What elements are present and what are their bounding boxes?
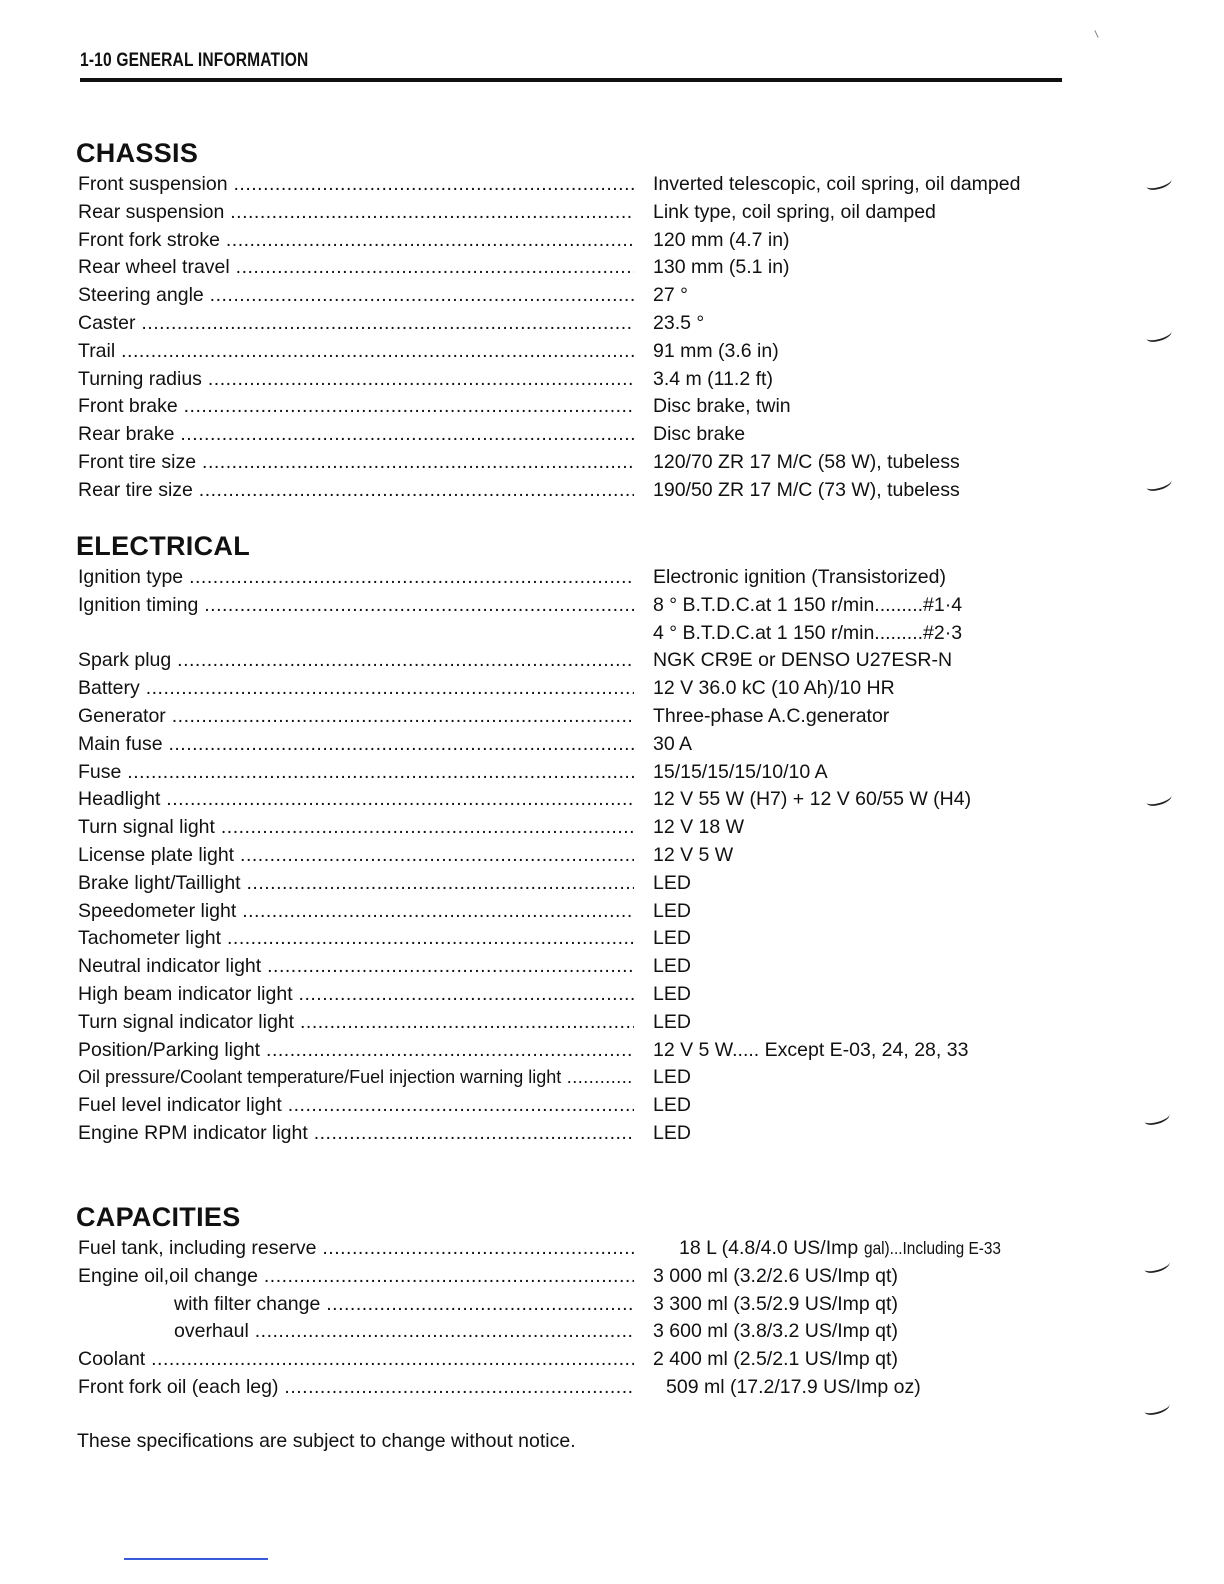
spec-row [76, 1235, 1056, 1263]
spec-label: Tachometer light ..... [78, 925, 634, 953]
spec-row [76, 1009, 1056, 1037]
spec-row [76, 171, 1056, 199]
binding-mark [1143, 1257, 1171, 1274]
binding-mark [1145, 174, 1173, 191]
footer-note: These specifications are subject to change without notice. [77, 1430, 576, 1452]
spec-value: Disc brake, twin [653, 395, 791, 418]
spec-value: 23.5 ° [653, 311, 705, 334]
spec-value: 3.4 m (11.2 ft) [653, 367, 773, 390]
spec-label: Turn signal light ..... [78, 814, 634, 842]
spec-label: Oil pressure/Coolant temperature/Fuel injection warning light ..... [78, 1064, 634, 1092]
spec-value: LED [653, 927, 691, 950]
spec-value: Disc brake [653, 423, 746, 446]
stray-mark [1094, 30, 1098, 38]
spec-row [76, 703, 1056, 731]
spec-row [76, 1037, 1056, 1065]
spec-label: Neutral indicator light ..... [78, 953, 634, 981]
spec-value: Inverted telescopic, coil spring, oil damped [653, 173, 1021, 195]
page-header [80, 48, 1062, 82]
spec-value: LED [653, 955, 691, 978]
spec-row [76, 1374, 1056, 1402]
spec-row [76, 731, 1056, 759]
spec-value: 12 V 5 W..... Except E-03, 24, 28, 33 [653, 1038, 969, 1061]
spec-value: Three-phase A.C.generator [653, 704, 890, 727]
spec-value: LED [653, 1094, 691, 1117]
spec-row [76, 647, 1056, 675]
page-header-text: 1-10 GENERAL INFORMATION [80, 50, 309, 71]
spec-value: 3 600 ml (3.8/3.2 US/Imp qt) [653, 1320, 898, 1343]
spec-row [76, 282, 1056, 310]
bottom-rule [124, 1558, 268, 1560]
spec-value: 3 000 ml (3.2/2.6 US/Imp qt) [653, 1264, 898, 1287]
spec-value: Electronic ignition (Transistorized) [653, 566, 946, 588]
spec-row [76, 953, 1056, 981]
spec-label: Spark plug ..... [78, 647, 634, 675]
spec-label: Front suspension ..... [78, 171, 634, 199]
spec-value: 27 ° [653, 284, 688, 307]
spec-label: Rear wheel travel ..... [78, 254, 634, 282]
spec-row [76, 1318, 1056, 1346]
spec-value: Link type, coil spring, oil damped [653, 200, 936, 223]
spec-value [679, 1235, 1019, 1263]
spec-label: Fuse ..... [78, 759, 634, 787]
spec-label: Front fork stroke ..... [78, 227, 634, 255]
spec-value: 130 mm (5.1 in) [653, 256, 790, 279]
spec-row [76, 786, 1056, 814]
spec-row [76, 449, 1056, 477]
spec-value: LED [653, 899, 691, 922]
spec-label: Steering angle ..... [78, 282, 634, 310]
section-title-chassis: CHASSIS [76, 138, 199, 168]
spec-label: with filter change ..... [78, 1291, 634, 1319]
spec-row [76, 421, 1056, 449]
spec-row [76, 366, 1056, 394]
spec-row-continuation [76, 620, 1056, 648]
spec-row [76, 254, 1056, 282]
spec-value: 12 V 18 W [653, 816, 745, 839]
spec-label: Position/Parking light ..... [78, 1037, 634, 1065]
spec-value: 12 V 5 W [653, 843, 734, 866]
spec-value: 15/15/15/15/10/10 A [653, 760, 828, 783]
spec-label: License plate light ..... [78, 842, 634, 870]
spec-label: Fuel level indicator light ..... [78, 1092, 634, 1120]
spec-row [76, 675, 1056, 703]
spec-label: Ignition timing ..... [78, 592, 634, 620]
spec-label: Rear brake ..... [78, 421, 634, 449]
spec-value: 120/70 ZR 17 M/C (58 W), tubeless [653, 450, 960, 473]
spec-value: LED [653, 871, 691, 894]
spec-row [76, 759, 1056, 787]
spec-label: Brake light/Taillight ..... [78, 870, 634, 898]
spec-label: High beam indicator light ..... [78, 981, 634, 1009]
spec-value: 3 300 ml (3.5/2.9 US/Imp qt) [653, 1292, 898, 1315]
spec-row [76, 925, 1056, 953]
spec-value: LED [653, 1010, 691, 1033]
spec-value: 12 V 55 W (H7) + 12 V 60/55 W (H4) [653, 788, 972, 811]
binding-mark [1145, 326, 1173, 343]
section-chassis [76, 138, 1056, 505]
spec-label: Rear tire size ..... [78, 477, 634, 505]
spec-row [76, 199, 1056, 227]
spec-label: Turn signal indicator light ..... [78, 1009, 634, 1037]
spec-row [76, 1064, 1056, 1092]
section-electrical [76, 531, 1056, 1148]
spec-row [76, 1120, 1056, 1148]
spec-row [76, 564, 1056, 592]
spec-value: 120 mm (4.7 in) [653, 228, 790, 251]
section-capacities [76, 1202, 1056, 1402]
spec-label: Trail ..... [78, 338, 634, 366]
spec-row [76, 814, 1056, 842]
spec-value: 509 ml (17.2/17.9 US/Imp oz) [666, 1375, 921, 1398]
spec-value: LED [653, 982, 691, 1005]
spec-row [76, 898, 1056, 926]
spec-row [76, 310, 1056, 338]
spec-row [76, 1346, 1056, 1374]
spec-value-note: gal)...Including E-33 [863, 1238, 1001, 1258]
spec-label: overhaul ..... [78, 1318, 634, 1346]
spec-label: Rear suspension ..... [78, 199, 634, 227]
spec-value: 2 400 ml (2.5/2.1 US/Imp qt) [653, 1348, 898, 1371]
spec-value: 30 A [653, 732, 693, 755]
spec-label: Front fork oil (each leg) ..... [78, 1374, 634, 1402]
spec-row [76, 1291, 1056, 1319]
section-title-capacities: CAPACITIES [76, 1202, 241, 1232]
binding-mark [1143, 1399, 1171, 1416]
spec-row [76, 870, 1056, 898]
spec-label: Headlight ..... [78, 786, 634, 814]
spec-row [76, 981, 1056, 1009]
binding-mark [1145, 475, 1173, 492]
spec-value: 12 V 36.0 kC (10 Ah)/10 HR [653, 677, 895, 700]
spec-label: Caster ..... [78, 310, 634, 338]
spec-label: Front brake ..... [78, 393, 634, 421]
spec-row [76, 1263, 1056, 1291]
spec-label: Main fuse ..... [78, 731, 634, 759]
spec-label: Ignition type ..... [78, 564, 634, 592]
spec-value: 4 ° B.T.D.C.at 1 150 r/min.........#2·3 [653, 621, 963, 644]
spec-label: Engine RPM indicator light ..... [78, 1120, 634, 1148]
spec-label: Generator ..... [78, 703, 634, 731]
spec-value: 91 mm (3.6 in) [653, 339, 779, 362]
spec-row [76, 1092, 1056, 1120]
spec-row [76, 842, 1056, 870]
spec-label: Front tire size ..... [78, 449, 634, 477]
spec-label: Coolant ..... [78, 1346, 634, 1374]
spec-label: Fuel tank, including reserve ..... [78, 1235, 634, 1263]
spec-value: 190/50 ZR 17 M/C (73 W), tubeless [653, 478, 960, 501]
spec-row [76, 592, 1056, 620]
spec-label: Speedometer light ..... [78, 898, 634, 926]
spec-row [76, 393, 1056, 421]
spec-value: NGK CR9E or DENSO U27ESR-N [653, 649, 953, 672]
binding-mark [1145, 790, 1173, 807]
spec-row [76, 227, 1056, 255]
spec-row [76, 477, 1056, 505]
spec-label: Battery ..... [78, 675, 634, 703]
spec-value: LED [653, 1066, 691, 1089]
section-title-electrical: ELECTRICAL [76, 531, 250, 561]
spec-value-main: 18 L (4.8/4.0 US/Imp [679, 1237, 864, 1259]
spec-label: Turning radius ..... [78, 366, 634, 394]
spec-row [76, 338, 1056, 366]
spec-label: Engine oil,oil change ..... [78, 1263, 634, 1291]
spec-value: 8 ° B.T.D.C.at 1 150 r/min.........#1·4 [653, 593, 963, 616]
binding-mark [1143, 1109, 1171, 1126]
spec-value: LED [653, 1121, 691, 1144]
